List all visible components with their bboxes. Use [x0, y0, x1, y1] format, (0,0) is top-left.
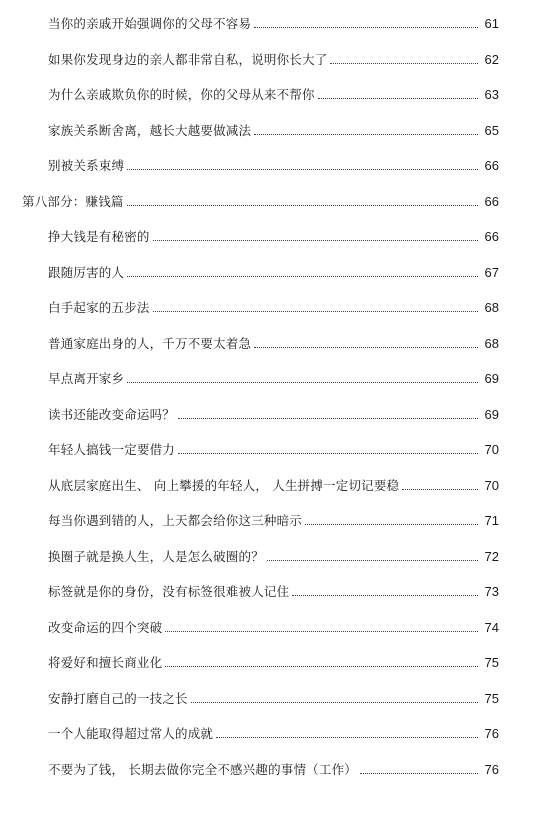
toc-entry-title: 读书还能改变命运吗？ [48, 406, 176, 422]
toc-dot-leader [153, 240, 478, 241]
toc-entry-title: 不要为了钱， 长期去做你完全不感兴趣的事情（工作） [48, 761, 357, 777]
toc-dot-leader [178, 453, 478, 454]
toc-entry[interactable] [48, 758, 499, 778]
toc-entry[interactable] [48, 509, 499, 529]
toc-entry[interactable] [48, 474, 499, 494]
toc-entry[interactable] [48, 367, 499, 387]
toc-entry-title: 跟随厉害的人 [48, 264, 125, 280]
toc-entry-title: 将爱好和擅长商业化 [48, 655, 163, 670]
toc-page-number: 63 [484, 87, 499, 102]
toc-page-number: 72 [484, 548, 499, 564]
toc-entry-title: 为什么亲戚欺负你的时候，你的父母从来不帮你 [48, 87, 315, 102]
toc-dot-leader [402, 489, 478, 490]
toc-entry-title: 标签就是你的身份，没有标签很难被人记住 [48, 584, 290, 599]
toc-page-number: 66 [484, 193, 499, 209]
toc-entry-title: 当你的亲戚开始强调你的父母不容易 [48, 16, 252, 31]
toc-page-number: 68 [484, 335, 499, 351]
toc-page-number: 67 [484, 264, 499, 280]
toc-entry[interactable] [48, 722, 499, 742]
toc-entry-title: 普通家庭出身的人，千万不要太着急 [48, 335, 252, 351]
toc-entry[interactable] [48, 651, 499, 671]
toc-dot-leader [127, 169, 478, 170]
toc-entry[interactable] [48, 154, 499, 174]
toc-entry-title: 如果你发现身边的亲人都非常自私，说明你长大了 [48, 51, 328, 67]
toc-page-number: 68 [484, 300, 499, 315]
toc-entry-title: 从底层家庭出生、 向上攀援的年轻人， 人生拼搏一定切记要稳 [48, 477, 400, 493]
toc-page-number: 62 [484, 51, 499, 67]
toc-dot-leader [305, 524, 478, 525]
toc-dot-leader [254, 27, 478, 28]
toc-page-number: 75 [484, 655, 499, 670]
toc-entry-title: 改变命运的四个突破 [48, 619, 163, 635]
toc-entry-title: 家族关系断舍离，越长大越要做减法 [48, 122, 252, 138]
toc-entry[interactable] [48, 616, 499, 636]
toc-dot-leader [165, 631, 478, 632]
toc-entry[interactable] [48, 545, 499, 565]
toc-dot-leader [127, 205, 478, 206]
toc-dot-leader [267, 560, 478, 561]
toc-dot-leader [127, 382, 478, 383]
toc-page-number: 66 [484, 229, 499, 244]
toc-dot-leader [254, 347, 478, 348]
toc-page-number: 65 [484, 122, 499, 138]
toc-page-number: 61 [484, 16, 499, 31]
toc-page-number: 70 [484, 442, 499, 457]
toc-entry-title: 换圈子就是换人生，人是怎么破圈的？ [48, 548, 264, 564]
toc-page-number: 71 [484, 513, 499, 528]
toc-entry[interactable] [48, 332, 499, 352]
toc-entry[interactable] [48, 296, 499, 316]
toc-entry-title: 第八部分：赚钱篇 [22, 193, 124, 209]
toc-entry[interactable] [48, 119, 499, 139]
toc-dot-leader [254, 134, 478, 135]
toc-entry-title: 早点离开家乡 [48, 371, 125, 386]
toc-dot-leader [153, 311, 478, 312]
toc-entry-title: 一个人能取得超过常人的成就 [48, 726, 214, 741]
toc-entry[interactable] [48, 225, 499, 245]
toc-dot-leader [360, 773, 478, 774]
toc-dot-leader [216, 737, 478, 738]
toc-entry[interactable] [48, 687, 499, 707]
toc-page-number: 70 [484, 477, 499, 493]
toc-entry-title: 年轻人搞钱一定要借力 [48, 442, 176, 457]
toc-dot-leader [330, 63, 478, 64]
toc-entry[interactable] [48, 438, 499, 458]
toc-page-number: 75 [484, 690, 499, 706]
toc-dot-leader [292, 595, 478, 596]
toc-entry-title: 安静打磨自己的一技之长 [48, 690, 188, 706]
toc-dot-leader [178, 418, 478, 419]
toc-entry[interactable] [48, 48, 499, 68]
toc-entry[interactable] [48, 83, 499, 103]
toc-entry-title: 每当你遇到错的人，上天都会给你这三种暗示 [48, 513, 303, 528]
toc-entry[interactable] [48, 12, 499, 32]
toc-page-number: 76 [484, 726, 499, 741]
toc-entry[interactable] [48, 261, 499, 281]
toc-dot-leader [165, 666, 478, 667]
toc-entry-title: 白手起家的五步法 [48, 300, 150, 315]
toc-entry-title: 挣大钱是有秘密的 [48, 229, 150, 244]
toc-page-number: 73 [484, 584, 499, 599]
toc-entry-title: 别被关系束缚 [48, 158, 125, 173]
toc-page-number: 76 [484, 761, 499, 777]
toc-page-number: 66 [484, 158, 499, 173]
toc-dot-leader [191, 702, 478, 703]
toc-dot-leader [127, 276, 478, 277]
toc-entry[interactable] [48, 403, 499, 423]
toc-dot-leader [318, 98, 478, 99]
toc-section-heading[interactable] [22, 190, 499, 210]
toc-page-number: 74 [484, 619, 499, 635]
toc-entry[interactable] [48, 580, 499, 600]
toc-page-number: 69 [484, 371, 499, 386]
toc-page-number: 69 [484, 406, 499, 422]
